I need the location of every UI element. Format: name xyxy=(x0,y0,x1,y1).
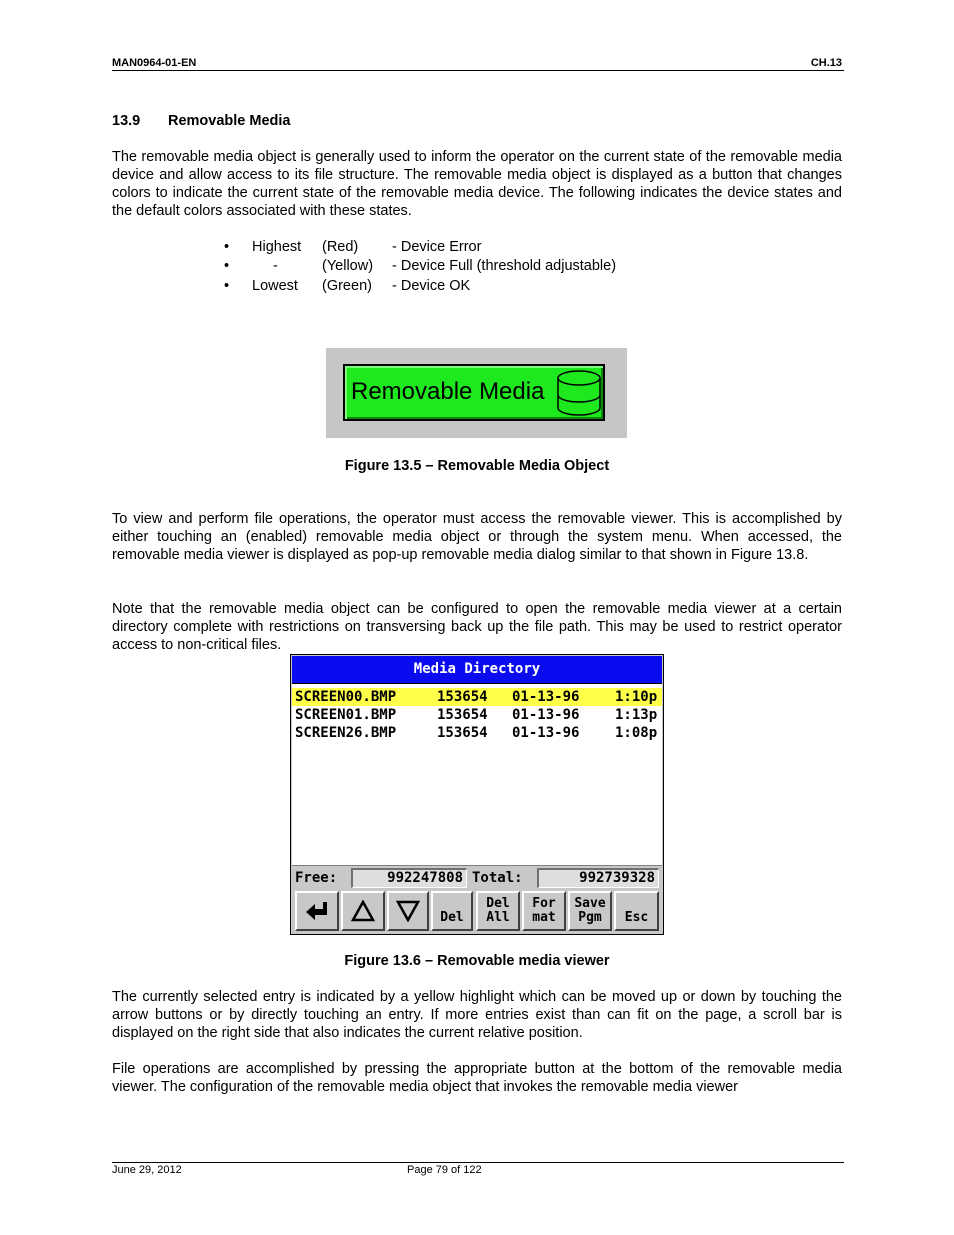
state-desc: - Device Error xyxy=(392,239,482,255)
escape-button[interactable] xyxy=(614,891,659,931)
save-program-button[interactable] xyxy=(568,891,612,931)
section-title: Removable Media xyxy=(168,113,291,129)
delete-button[interactable] xyxy=(431,891,473,931)
state-priority: - xyxy=(273,258,278,274)
down-button[interactable] xyxy=(387,891,429,931)
file-time: 1:13p xyxy=(615,707,658,723)
section-number: 13.9 xyxy=(112,113,141,129)
enter-button[interactable] xyxy=(295,891,339,931)
state-desc: - Device Full (threshold adjustable) xyxy=(392,258,617,274)
paragraph-note: Note that the removable media object can be configured to open the removable media viewer at a certain directory complete with restrictions on transversing back up the file path. This may be used to restrict operator access to non-critical files. xyxy=(112,601,842,653)
page-number: Page 79 of 122 xyxy=(407,1164,482,1176)
media-directory-title: Media Directory xyxy=(292,656,662,683)
file-name: SCREEN01.BMP xyxy=(295,707,397,723)
media-viewer-dialog xyxy=(290,654,664,935)
state-priority: Highest xyxy=(252,239,302,255)
removable-media-label: Removable Media xyxy=(351,378,545,405)
figure-caption: Figure 13.6 – Removable media viewer xyxy=(344,953,610,969)
state-color: (Yellow) xyxy=(322,258,374,274)
free-label: Free: xyxy=(295,870,338,886)
state-priority: Lowest xyxy=(252,278,298,294)
figure-caption: Figure 13.5 – Removable Media Object xyxy=(344,458,610,474)
paragraph-selection: The currently selected entry is indicated by a yellow highlight which can be moved up or down by touching the arrow buttons or by directly touching an entry. If more entries exist than can fit on the page, a scroll bar is displayed on the right side that also indicates the current relative position. xyxy=(112,989,842,1041)
chapter-label: CH.13 xyxy=(810,57,842,69)
up-button[interactable] xyxy=(341,891,385,931)
delete-all-label: Del All xyxy=(486,896,510,925)
file-time: 1:08p xyxy=(615,725,658,741)
bullet: • xyxy=(224,278,230,294)
escape-label: Esc xyxy=(624,910,649,925)
file-row[interactable] xyxy=(292,688,662,706)
file-list[interactable] xyxy=(292,683,662,866)
state-color: (Red) xyxy=(322,239,359,255)
save-program-label: Save Pgm xyxy=(574,896,606,925)
file-time: 1:10p xyxy=(615,689,658,705)
file-row[interactable] xyxy=(292,724,662,742)
file-name: SCREEN00.BMP xyxy=(295,689,397,705)
file-size: 153654 xyxy=(437,689,488,705)
file-date: 01-13-96 xyxy=(512,689,580,705)
total-label: Total: xyxy=(472,870,523,886)
state-desc: - Device OK xyxy=(392,278,471,294)
doc-id: MAN0964-01-EN xyxy=(112,57,197,69)
format-button[interactable] xyxy=(522,891,566,931)
format-label: For mat xyxy=(532,896,556,925)
file-name: SCREEN26.BMP xyxy=(295,725,397,741)
removable-media-figure xyxy=(326,348,627,438)
file-row[interactable] xyxy=(292,706,662,724)
total-space-value: 992739328 xyxy=(537,868,659,888)
footer-rule xyxy=(112,1162,844,1163)
storage-drum-icon xyxy=(556,368,602,418)
file-size: 153654 xyxy=(437,707,488,723)
up-triangle-icon xyxy=(351,900,375,922)
header-rule xyxy=(112,70,844,71)
delete-all-button[interactable] xyxy=(476,891,520,931)
down-triangle-icon xyxy=(396,900,420,922)
enter-arrow-icon xyxy=(305,901,329,921)
footer-date: June 29, 2012 xyxy=(112,1164,182,1176)
state-color: (Green) xyxy=(322,278,372,294)
paragraph-viewer-access: To view and perform file operations, the operator must access the removable viewer. This is accomplished by either touching an (enabled) removable media object or through the system menu. When accessed, the removable media viewer is displayed as pop-up removable media dialog similar to that shown in Figure 13.8. xyxy=(112,511,842,563)
removable-media-button[interactable] xyxy=(343,364,605,421)
delete-label: Del xyxy=(440,910,464,925)
bullet: • xyxy=(224,258,230,274)
paragraph-file-operations: File operations are accomplished by pressing the appropriate button at the bottom of the removable media viewer. The configuration of the removable media object that invokes the removable media viewer xyxy=(112,1061,842,1095)
file-size: 153654 xyxy=(437,725,488,741)
file-date: 01-13-96 xyxy=(512,725,580,741)
file-date: 01-13-96 xyxy=(512,707,580,723)
bullet: • xyxy=(224,239,230,255)
free-space-value: 992247808 xyxy=(351,868,467,888)
paragraph-intro: The removable media object is generally used to inform the operator on the current state of the removable media device and allow access to its file structure. The removable media object is displayed as a button that changes colors to indicate the current state of the removable media device. The following indicates the device states and the default colors associated with these states. xyxy=(112,149,842,219)
